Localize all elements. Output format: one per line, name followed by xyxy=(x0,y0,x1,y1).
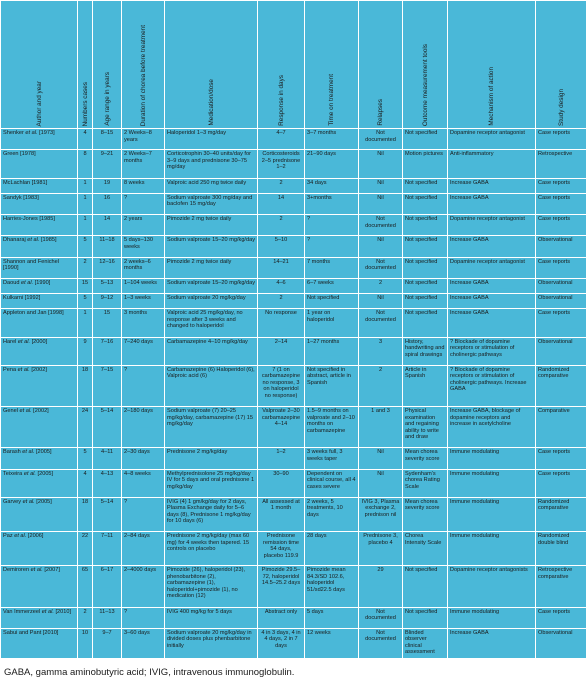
cell-response: 14 xyxy=(258,193,305,214)
cell-response: 2–14 xyxy=(258,337,305,365)
cell-cases: 1 xyxy=(78,193,93,214)
cell-time: 7 months xyxy=(305,257,359,278)
cell-relapses: Nil xyxy=(359,178,403,193)
cell-outcome: Not specified xyxy=(403,607,448,628)
cell-author: Paz et al. [2006] xyxy=(1,532,78,566)
header-cases xyxy=(78,1,93,129)
cell-outcome: Mean chorea severity score xyxy=(403,448,448,469)
cell-relapses: Not documented xyxy=(359,257,403,278)
cell-mechanism: Increase GABA xyxy=(448,236,536,257)
cell-time: Pimozide mean 84.3/SD 102.6, haloperidol 51/sd22.5 days xyxy=(305,566,359,607)
cell-design: Case reports xyxy=(536,309,586,337)
cell-duration: 8 weeks xyxy=(122,178,165,193)
cell-cases: 4 xyxy=(78,129,93,150)
cell-design: Case reports xyxy=(536,448,586,469)
cell-age: 11–13 xyxy=(93,607,122,628)
header-label: Age range in years xyxy=(103,72,111,126)
cell-age: 11–18 xyxy=(93,236,122,257)
cell-cases: 65 xyxy=(78,566,93,607)
cell-duration: 3–60 days xyxy=(122,628,165,662)
cell-author: Pena et al. [2002] xyxy=(1,365,78,406)
cell-age: 7–11 xyxy=(93,532,122,566)
table-row xyxy=(1,150,586,178)
cell-age: 5–14 xyxy=(93,407,122,448)
cell-medication: Pimozide 2 mg twice daily xyxy=(165,215,258,236)
table-row xyxy=(1,193,586,214)
cell-relapses: Nil xyxy=(359,150,403,178)
header-label: Mechanism of action xyxy=(488,67,495,126)
cell-medication: Sodium valproate 15–20 mg/kg/day xyxy=(165,278,258,293)
cell-cases: 10 xyxy=(78,628,93,662)
header-label: Medication/dose xyxy=(207,79,215,126)
cell-mechanism: Immune modulating xyxy=(448,448,536,469)
cell-age: 4–13 xyxy=(93,469,122,497)
cell-author: Garvey et al. [2005] xyxy=(1,497,78,531)
table-row xyxy=(1,469,586,497)
header-label: Response in days xyxy=(277,75,285,126)
cell-medication: Sodium valproate 20 mg/kg/day in divided doses plus phenbarbitone initially xyxy=(165,628,258,662)
cell-age: 9–12 xyxy=(93,294,122,309)
cell-relapses: Nil xyxy=(359,193,403,214)
cell-outcome: Physical examination and regaining ability to write and draw xyxy=(403,407,448,448)
cell-time: 2 weeks, 5 treatments, 10 days xyxy=(305,497,359,531)
cell-author: Green [1978] xyxy=(1,150,78,178)
cell-cases: 2 xyxy=(78,607,93,628)
cell-duration: 2–4000 days xyxy=(122,566,165,607)
cell-response: 30–90 xyxy=(258,469,305,497)
cell-outcome: Not specified xyxy=(403,178,448,193)
cell-time: 28 days xyxy=(305,532,359,566)
cell-duration: 2–84 days xyxy=(122,532,165,566)
cell-response: 1–2 xyxy=(258,448,305,469)
cell-medication: Prednisone 2 mg/kg/day (max 60 mg) for 4 weeks then tapered. 15 controls on placebo xyxy=(165,532,258,566)
cell-outcome: Not specified xyxy=(403,257,448,278)
cell-design: Case reports xyxy=(536,129,586,150)
cell-duration: ? xyxy=(122,497,165,531)
header-label: Study design xyxy=(557,89,565,126)
cell-response: 2 xyxy=(258,178,305,193)
table-row xyxy=(1,278,586,293)
cell-duration: ? xyxy=(122,607,165,628)
cell-author: Barash et al. [2005] xyxy=(1,448,78,469)
cell-author: Dhanaraj et al. [1985] xyxy=(1,236,78,257)
cell-design: Case reports xyxy=(536,469,586,497)
cell-time: 3–7 months xyxy=(305,129,359,150)
cell-author: Shannon and Fenichel [1990] xyxy=(1,257,78,278)
cell-outcome: Motion pictures xyxy=(403,150,448,178)
cell-time: Not specified in abstract, article in Spanish xyxy=(305,365,359,406)
header-label: Relapses xyxy=(377,99,384,126)
cell-age: 14 xyxy=(93,215,122,236)
cell-medication: Carbamazepine (6) Haloperidol (6), Valproic acid (6) xyxy=(165,365,258,406)
cell-duration: 2 Weeks–7 months xyxy=(122,150,165,178)
cell-relapses: 3 xyxy=(359,337,403,365)
table-row xyxy=(1,532,586,566)
cell-design: Comparative xyxy=(536,407,586,448)
cell-relapses: Not documented xyxy=(359,607,403,628)
cell-age: 6–17 xyxy=(93,566,122,607)
cell-author: Demiroren et al. [2007] xyxy=(1,566,78,607)
cell-mechanism: ? Blockade of dopamine receptors or stimulation of cholinergic pathways xyxy=(448,337,536,365)
cell-author: McLachlan [1981] xyxy=(1,178,78,193)
cell-age: 8–15 xyxy=(93,129,122,150)
cell-outcome: Not specified xyxy=(403,309,448,337)
cell-cases: 24 xyxy=(78,407,93,448)
cell-response: 2 xyxy=(258,294,305,309)
cell-time: 1 year on haloperidol xyxy=(305,309,359,337)
cell-design: Case reports xyxy=(536,178,586,193)
cell-time: 5 days xyxy=(305,607,359,628)
cell-medication: Pimozide 2 mg twice daily xyxy=(165,257,258,278)
header-time xyxy=(305,1,359,129)
cell-time: 1–27 months xyxy=(305,337,359,365)
cell-design: Retrospective comparative xyxy=(536,566,586,607)
cell-mechanism: Immune modulating xyxy=(448,469,536,497)
cell-age: 12–16 xyxy=(93,257,122,278)
cell-design: Case reports xyxy=(536,193,586,214)
cell-relapses: Prednisone 3, placebo 4 xyxy=(359,532,403,566)
cell-outcome: Mean chorea severity score xyxy=(403,497,448,531)
cell-design: Randomized comparative xyxy=(536,365,586,406)
header-relapses xyxy=(359,1,403,129)
cell-duration: 4–8 weeks xyxy=(122,469,165,497)
cell-medication: IVIG 400 mg/kg for 5 days xyxy=(165,607,258,628)
cell-mechanism: Immune modulating xyxy=(448,497,536,531)
cell-mechanism: ? Blockade of dopamine receptors or stimulation of cholinergic pathways. Increase GABA xyxy=(448,365,536,406)
cell-outcome: Not specified xyxy=(403,193,448,214)
cell-duration: 5 days–130 weeks xyxy=(122,236,165,257)
cell-response: Abstract only xyxy=(258,607,305,628)
cell-response: 4–6 xyxy=(258,278,305,293)
table-row xyxy=(1,497,586,531)
table-header-row xyxy=(1,1,586,129)
header-label: Time on treatment xyxy=(328,74,335,126)
cell-response: 5–10 xyxy=(258,236,305,257)
cell-duration: 7–240 days xyxy=(122,337,165,365)
cell-age: 19 xyxy=(93,178,122,193)
cell-outcome: Not specified xyxy=(403,278,448,293)
header-medication xyxy=(165,1,258,129)
cell-time: 34 days xyxy=(305,178,359,193)
cell-medication: Corticotrophin 30–40 units/day for 3–9 days and prednisone 30–75 mg/day xyxy=(165,150,258,178)
cell-response: 2 xyxy=(258,215,305,236)
cell-response: 4 in 3 days, 4 in 4 days, 2 in 7 days xyxy=(258,628,305,662)
cell-author: Harel et al. [2000] xyxy=(1,337,78,365)
cell-design: Case reports xyxy=(536,215,586,236)
header-label: Numbers cases xyxy=(81,81,89,126)
cell-response: Prednisone remission time 54 days, placebo 119.9 xyxy=(258,532,305,566)
cell-design: Observational xyxy=(536,628,586,662)
header-duration xyxy=(122,1,165,129)
cell-duration: 2–30 days xyxy=(122,448,165,469)
cell-medication: Sodium valproate 20 mg/kg/day xyxy=(165,294,258,309)
cell-medication: Sodium valproate (7) 20–25 mg/kg/day, carbamazepine (17) 15 mg/kg/day xyxy=(165,407,258,448)
cell-duration: 2 years xyxy=(122,215,165,236)
cell-medication: IVIG (4) 1 gm/kg/day for 2 days, Plasma Exchange daily for 5–6 days (8), Prednisone 1 mg/kg/day for 10 days (6) xyxy=(165,497,258,531)
cell-relapses: 2 xyxy=(359,278,403,293)
cell-duration: ? xyxy=(122,365,165,406)
cell-mechanism: Immune modulating xyxy=(448,607,536,628)
cell-mechanism: Dopamine receptor antagonist xyxy=(448,129,536,150)
cell-relapses: Nil xyxy=(359,294,403,309)
cell-time: 12 weeks xyxy=(305,628,359,662)
cell-medication: Pimozide (26), haloperidol (23), phenobarbitone (2), carbamazepine (1), haloperidol+pimozide (1), no medication (12) xyxy=(165,566,258,607)
cell-medication: Haloperidol 1–3 mg/day xyxy=(165,129,258,150)
cell-relapses: Not documented xyxy=(359,129,403,150)
cell-medication: Valproic acid 25 mg/kg/day, no response after 3 weeks and changed to haloperidol xyxy=(165,309,258,337)
cell-design: Observational xyxy=(536,278,586,293)
cell-age: 5–14 xyxy=(93,497,122,531)
cell-cases: 2 xyxy=(78,257,93,278)
cell-author: Kulkarni [1992] xyxy=(1,294,78,309)
cell-duration: 1–104 weeks xyxy=(122,278,165,293)
cell-response: 7 (1 on carbamazepine no response, 3 on haloperidol no response) xyxy=(258,365,305,406)
cell-relapses: 1 and 3 xyxy=(359,407,403,448)
cell-cases: 18 xyxy=(78,365,93,406)
header-label: Duration of chorea before treatment xyxy=(139,24,147,126)
cell-author: Sandyk [1983] xyxy=(1,193,78,214)
header-design xyxy=(536,1,586,129)
cell-outcome: Blinded observer clinical assessment xyxy=(403,628,448,662)
cell-mechanism: Increase GABA xyxy=(448,278,536,293)
cell-medication: Prednisone 2 mg/kg/day xyxy=(165,448,258,469)
table-row xyxy=(1,129,586,150)
table-body xyxy=(1,129,586,663)
cell-design: Observational xyxy=(536,236,586,257)
cell-author: Shenker et al. [1973] xyxy=(1,129,78,150)
cell-relapses: Nil xyxy=(359,469,403,497)
cell-outcome: Sydenham’s chorea Rating Scale xyxy=(403,469,448,497)
cell-relapses: Nil xyxy=(359,448,403,469)
cell-duration: 1–3 weeks xyxy=(122,294,165,309)
cell-relapses: Not documented xyxy=(359,628,403,662)
cell-mechanism: Dopamine receptor antagonist xyxy=(448,257,536,278)
cell-response: Pimozide 29.5–72, haloperidol 14.5–25.2 days xyxy=(258,566,305,607)
cell-medication: Sodium valproate 15–20 mg/kg/day xyxy=(165,236,258,257)
table-row xyxy=(1,448,586,469)
cell-design: Observational xyxy=(536,337,586,365)
cell-design: Randomized comparative xyxy=(536,497,586,531)
cell-medication: Sodium valproate 300 mg/day and baclofen 15 mg/day xyxy=(165,193,258,214)
cell-relapses: Not documented xyxy=(359,215,403,236)
cell-author: Appleton and Jan [1998] xyxy=(1,309,78,337)
cell-mechanism: Immune modulating xyxy=(448,532,536,566)
cell-age: 4–11 xyxy=(93,448,122,469)
header-label: Outcome measurement tools xyxy=(421,43,429,126)
cell-time: ? xyxy=(305,215,359,236)
header-outcome xyxy=(403,1,448,129)
cell-outcome: Article in Spanish xyxy=(403,365,448,406)
cell-outcome: History, handwriting and spiral drawings xyxy=(403,337,448,365)
cell-time: Dependent on clinical course, all 4 cases severe xyxy=(305,469,359,497)
cell-outcome: Not specified xyxy=(403,129,448,150)
cell-cases: 15 xyxy=(78,278,93,293)
cell-mechanism: Increase GABA xyxy=(448,178,536,193)
table-row xyxy=(1,337,586,365)
cell-age: 9–21 xyxy=(93,150,122,178)
cell-design: Case reports xyxy=(536,257,586,278)
cell-response: 4–7 xyxy=(258,129,305,150)
cell-medication: Valproic acid 250 mg twice daily xyxy=(165,178,258,193)
cell-relapses: Nil xyxy=(359,236,403,257)
cell-age: 7–16 xyxy=(93,337,122,365)
cell-time: ? xyxy=(305,236,359,257)
cell-time: 6–7 weeks xyxy=(305,278,359,293)
cell-time: 3 weeks full, 3 weeks taper xyxy=(305,448,359,469)
cell-duration: ? xyxy=(122,193,165,214)
cell-mechanism: Increase GABA xyxy=(448,309,536,337)
cell-response: 14–21 xyxy=(258,257,305,278)
cell-outcome: Not specified xyxy=(403,294,448,309)
cell-cases: 5 xyxy=(78,236,93,257)
cell-response: Valproate 2–30 carbamazepine 4–14 xyxy=(258,407,305,448)
cell-author: Sabui and Pant [2010] xyxy=(1,628,78,662)
table-row xyxy=(1,178,586,193)
cell-response: Corticosteroids 2–5 prednisone 1–2 xyxy=(258,150,305,178)
cell-design: Observational xyxy=(536,294,586,309)
cell-cases: 1 xyxy=(78,215,93,236)
cell-response: All assessed at 1 month xyxy=(258,497,305,531)
cell-mechanism: Increase GABA xyxy=(448,193,536,214)
cell-mechanism: Anti-inflammatory xyxy=(448,150,536,178)
cell-outcome: Chorea Intensity Scale xyxy=(403,532,448,566)
cell-duration: 2 weeks–6 months xyxy=(122,257,165,278)
cell-time: 21–90 days xyxy=(305,150,359,178)
cell-cases: 5 xyxy=(78,448,93,469)
cell-response: No response xyxy=(258,309,305,337)
table-row xyxy=(1,365,586,406)
cell-relapses: 2 xyxy=(359,365,403,406)
cell-cases: 5 xyxy=(78,294,93,309)
cell-outcome: Not specified xyxy=(403,566,448,607)
cell-age: 15 xyxy=(93,309,122,337)
header-age xyxy=(93,1,122,129)
header-response xyxy=(258,1,305,129)
cell-time: 3+months xyxy=(305,193,359,214)
cell-author: Genel et al. [2002] xyxy=(1,407,78,448)
table-row xyxy=(1,257,586,278)
cell-time: Not specified xyxy=(305,294,359,309)
cell-mechanism: Increase GABA xyxy=(448,628,536,662)
cell-cases: 8 xyxy=(78,150,93,178)
cell-cases: 4 xyxy=(78,469,93,497)
cell-mechanism: Dopamine receptor antagonists xyxy=(448,566,536,607)
cell-duration: 3 months xyxy=(122,309,165,337)
cell-cases: 22 xyxy=(78,532,93,566)
cell-author: Teixeira et al. [2005] xyxy=(1,469,78,497)
cell-design: Case reports xyxy=(536,607,586,628)
cell-cases: 9 xyxy=(78,337,93,365)
cell-mechanism: Increase GABA, blockage of dopamine receptors and increase in acetylcholine xyxy=(448,407,536,448)
cell-design: Retrospective xyxy=(536,150,586,178)
cell-cases: 1 xyxy=(78,178,93,193)
cell-age: 9–7 xyxy=(93,628,122,662)
cell-duration: 2–180 days xyxy=(122,407,165,448)
cell-relapses: IVIG 3, Plasma exchange 2, prednison nil xyxy=(359,497,403,531)
table-row xyxy=(1,236,586,257)
table-row xyxy=(1,407,586,448)
table-row xyxy=(1,215,586,236)
header-label: Author and year xyxy=(35,80,43,126)
cell-design: Randomized double blind xyxy=(536,532,586,566)
table-row xyxy=(1,607,586,628)
cell-mechanism: Increase GABA xyxy=(448,294,536,309)
cell-author: Van Immerzeel et al. [2010] xyxy=(1,607,78,628)
header-mechanism xyxy=(448,1,536,129)
cell-relapses: 29 xyxy=(359,566,403,607)
cell-medication: Methylprednisolone 25 mg/kg/day IV for 5 days and oral prednisone 1 mg/kg/day xyxy=(165,469,258,497)
cell-author: Harries-Jones [1985] xyxy=(1,215,78,236)
cell-cases: 18 xyxy=(78,497,93,531)
cell-duration: 2 Weeks–8 years xyxy=(122,129,165,150)
cell-mechanism: Dopamine receptor antagonist xyxy=(448,215,536,236)
cell-outcome: Not specified xyxy=(403,215,448,236)
cell-outcome: Not specified xyxy=(403,236,448,257)
cell-medication: Carbamazepine 4–10 mg/kg/day xyxy=(165,337,258,365)
cell-age: 16 xyxy=(93,193,122,214)
cell-time: 1.5–9 months on valproate and 2–10 months on carbamazepine xyxy=(305,407,359,448)
cell-cases: 1 xyxy=(78,309,93,337)
cell-age: 7–15 xyxy=(93,365,122,406)
table-row xyxy=(1,309,586,337)
table-row xyxy=(1,566,586,607)
table-row xyxy=(1,294,586,309)
cell-relapses: Not documented xyxy=(359,309,403,337)
cell-age: 5–13 xyxy=(93,278,122,293)
table-footnote: GABA, gamma aminobutyric acid; IVIG, intravenous immunoglobulin. xyxy=(0,658,586,698)
header-author xyxy=(1,1,78,129)
cell-author: Daoud et al. [1990] xyxy=(1,278,78,293)
